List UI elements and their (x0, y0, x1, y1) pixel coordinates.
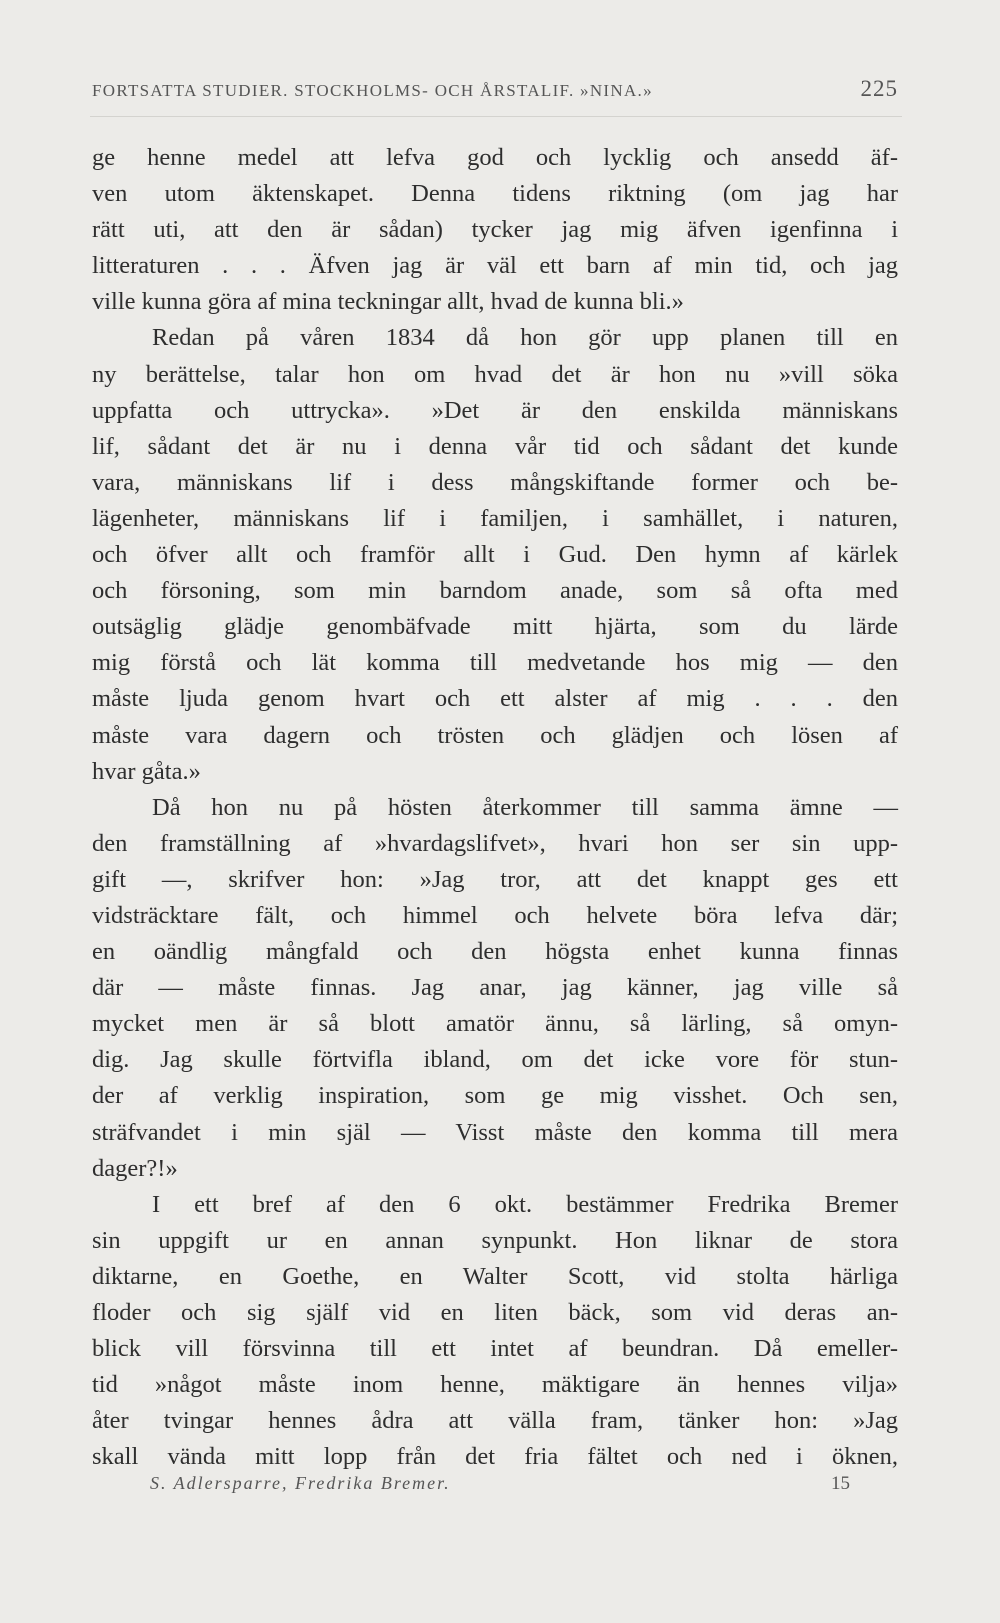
text-line: der af verklig inspiration, som ge mig visshet. Och sen, (92, 1082, 898, 1110)
text-line: och försoning, som min barndom anade, som så ofta med (92, 577, 898, 605)
signature-text: S. Adlersparre, Fredrika Bremer. (150, 1473, 451, 1493)
text-line: där — måste finnas. Jag anar, jag känner, jag ville så (92, 974, 898, 1002)
body-text (92, 140, 898, 1475)
text-line: litteraturen . . . Äfven jag är väl ett barn af min tid, och jag (92, 252, 898, 280)
text-line: Redan på våren 1834 då hon gör upp planen till en (152, 324, 898, 352)
text-line: outsäglig glädje genombäfvade mitt hjärta, som du lärde (92, 613, 898, 641)
text-line: floder och sig själf vid en liten bäck, som vid deras an- (92, 1299, 898, 1326)
text-line: I ett bref af den 6 okt. bestämmer Fredrika Bremer (152, 1190, 898, 1218)
running-title: FORTSATTA STUDIER. STOCKHOLMS- OCH ÅRSTALIF. »NINA.» (92, 81, 653, 100)
text-line: skall vända mitt lopp från det fria fältet och ned i öknen, (92, 1443, 898, 1471)
text-line: lägenheter, människans lif i familjen, i samhället, i naturen, (92, 504, 898, 532)
text-line: åter tvingar hennes ådra att välla fram, tänker hon: »Jag (92, 1407, 898, 1435)
text-line: ven utom äktenskapet. Denna tidens riktning (om jag har (92, 180, 898, 208)
text-line: en oändlig mångfald och den högsta enhet kunna finnas (92, 938, 898, 966)
text-line: måste ljuda genom hvart och ett alster af mig . . . den (92, 685, 898, 713)
text-line: måste vara dagern och trösten och glädjen och lösen af (92, 721, 898, 749)
text-line: mig förstå och lät komma till medvetande hos mig — den (92, 649, 898, 677)
text-line: vidsträcktare fält, och himmel och helvete böra lefva där; (92, 901, 898, 929)
text-line: blick vill försvinna till ett intet af beundran. Då emeller- (92, 1335, 898, 1363)
text-line: diktarne, en Goethe, en Walter Scott, vid stolta härliga (92, 1262, 898, 1290)
text-line: gift —, skrifver hon: »Jag tror, att det knappt ges ett (92, 865, 898, 893)
text-line: ny berättelse, talar hon om hvad det är hon nu »vill söka (92, 360, 898, 388)
text-line: rätt uti, att den är sådan) tycker jag mig äfven igenfinna i (92, 216, 898, 244)
footer-signature (150, 1473, 850, 1495)
header-rule (90, 116, 902, 117)
signature-number: 15 (831, 1473, 850, 1494)
text-line: lif, sådant det är nu i denna vår tid och sådant det kunde (92, 432, 898, 460)
text-line: hvar gåta.» (92, 757, 201, 785)
text-line: dig. Jag skulle förtvifla ibland, om det icke vore för stun- (92, 1046, 898, 1074)
text-line: sin uppgift ur en annan synpunkt. Hon liknar de stora (92, 1226, 898, 1254)
text-line: ge henne medel att lefva god och lycklig och ansedd äf- (92, 144, 898, 171)
text-line: vara, människans lif i dess mångskiftande former och be- (92, 468, 898, 496)
text-line: tid »något måste inom henne, mäktigare än hennes vilja» (92, 1371, 898, 1399)
text-line: uppfatta och uttrycka». »Det är den enskilda människans (92, 396, 898, 424)
text-line: sträfvandet i min själ — Visst måste den komma till mera (92, 1118, 898, 1146)
text-line: ville kunna göra af mina teckningar allt, hvad de kunna bli.» (92, 288, 684, 316)
page-number: 225 (860, 76, 898, 101)
text-line: Då hon nu på hösten återkommer till samma ämne — (152, 793, 898, 821)
running-head (92, 76, 898, 102)
text-line: och öfver allt och framför allt i Gud. Den hymn af kärlek (92, 541, 898, 569)
text-line: dager?!» (92, 1154, 178, 1182)
text-line: mycket men är så blott amatör ännu, så lärling, så omyn- (92, 1010, 898, 1038)
text-line: den framställning af »hvardagslifvet», hvari hon ser sin upp- (92, 829, 898, 857)
